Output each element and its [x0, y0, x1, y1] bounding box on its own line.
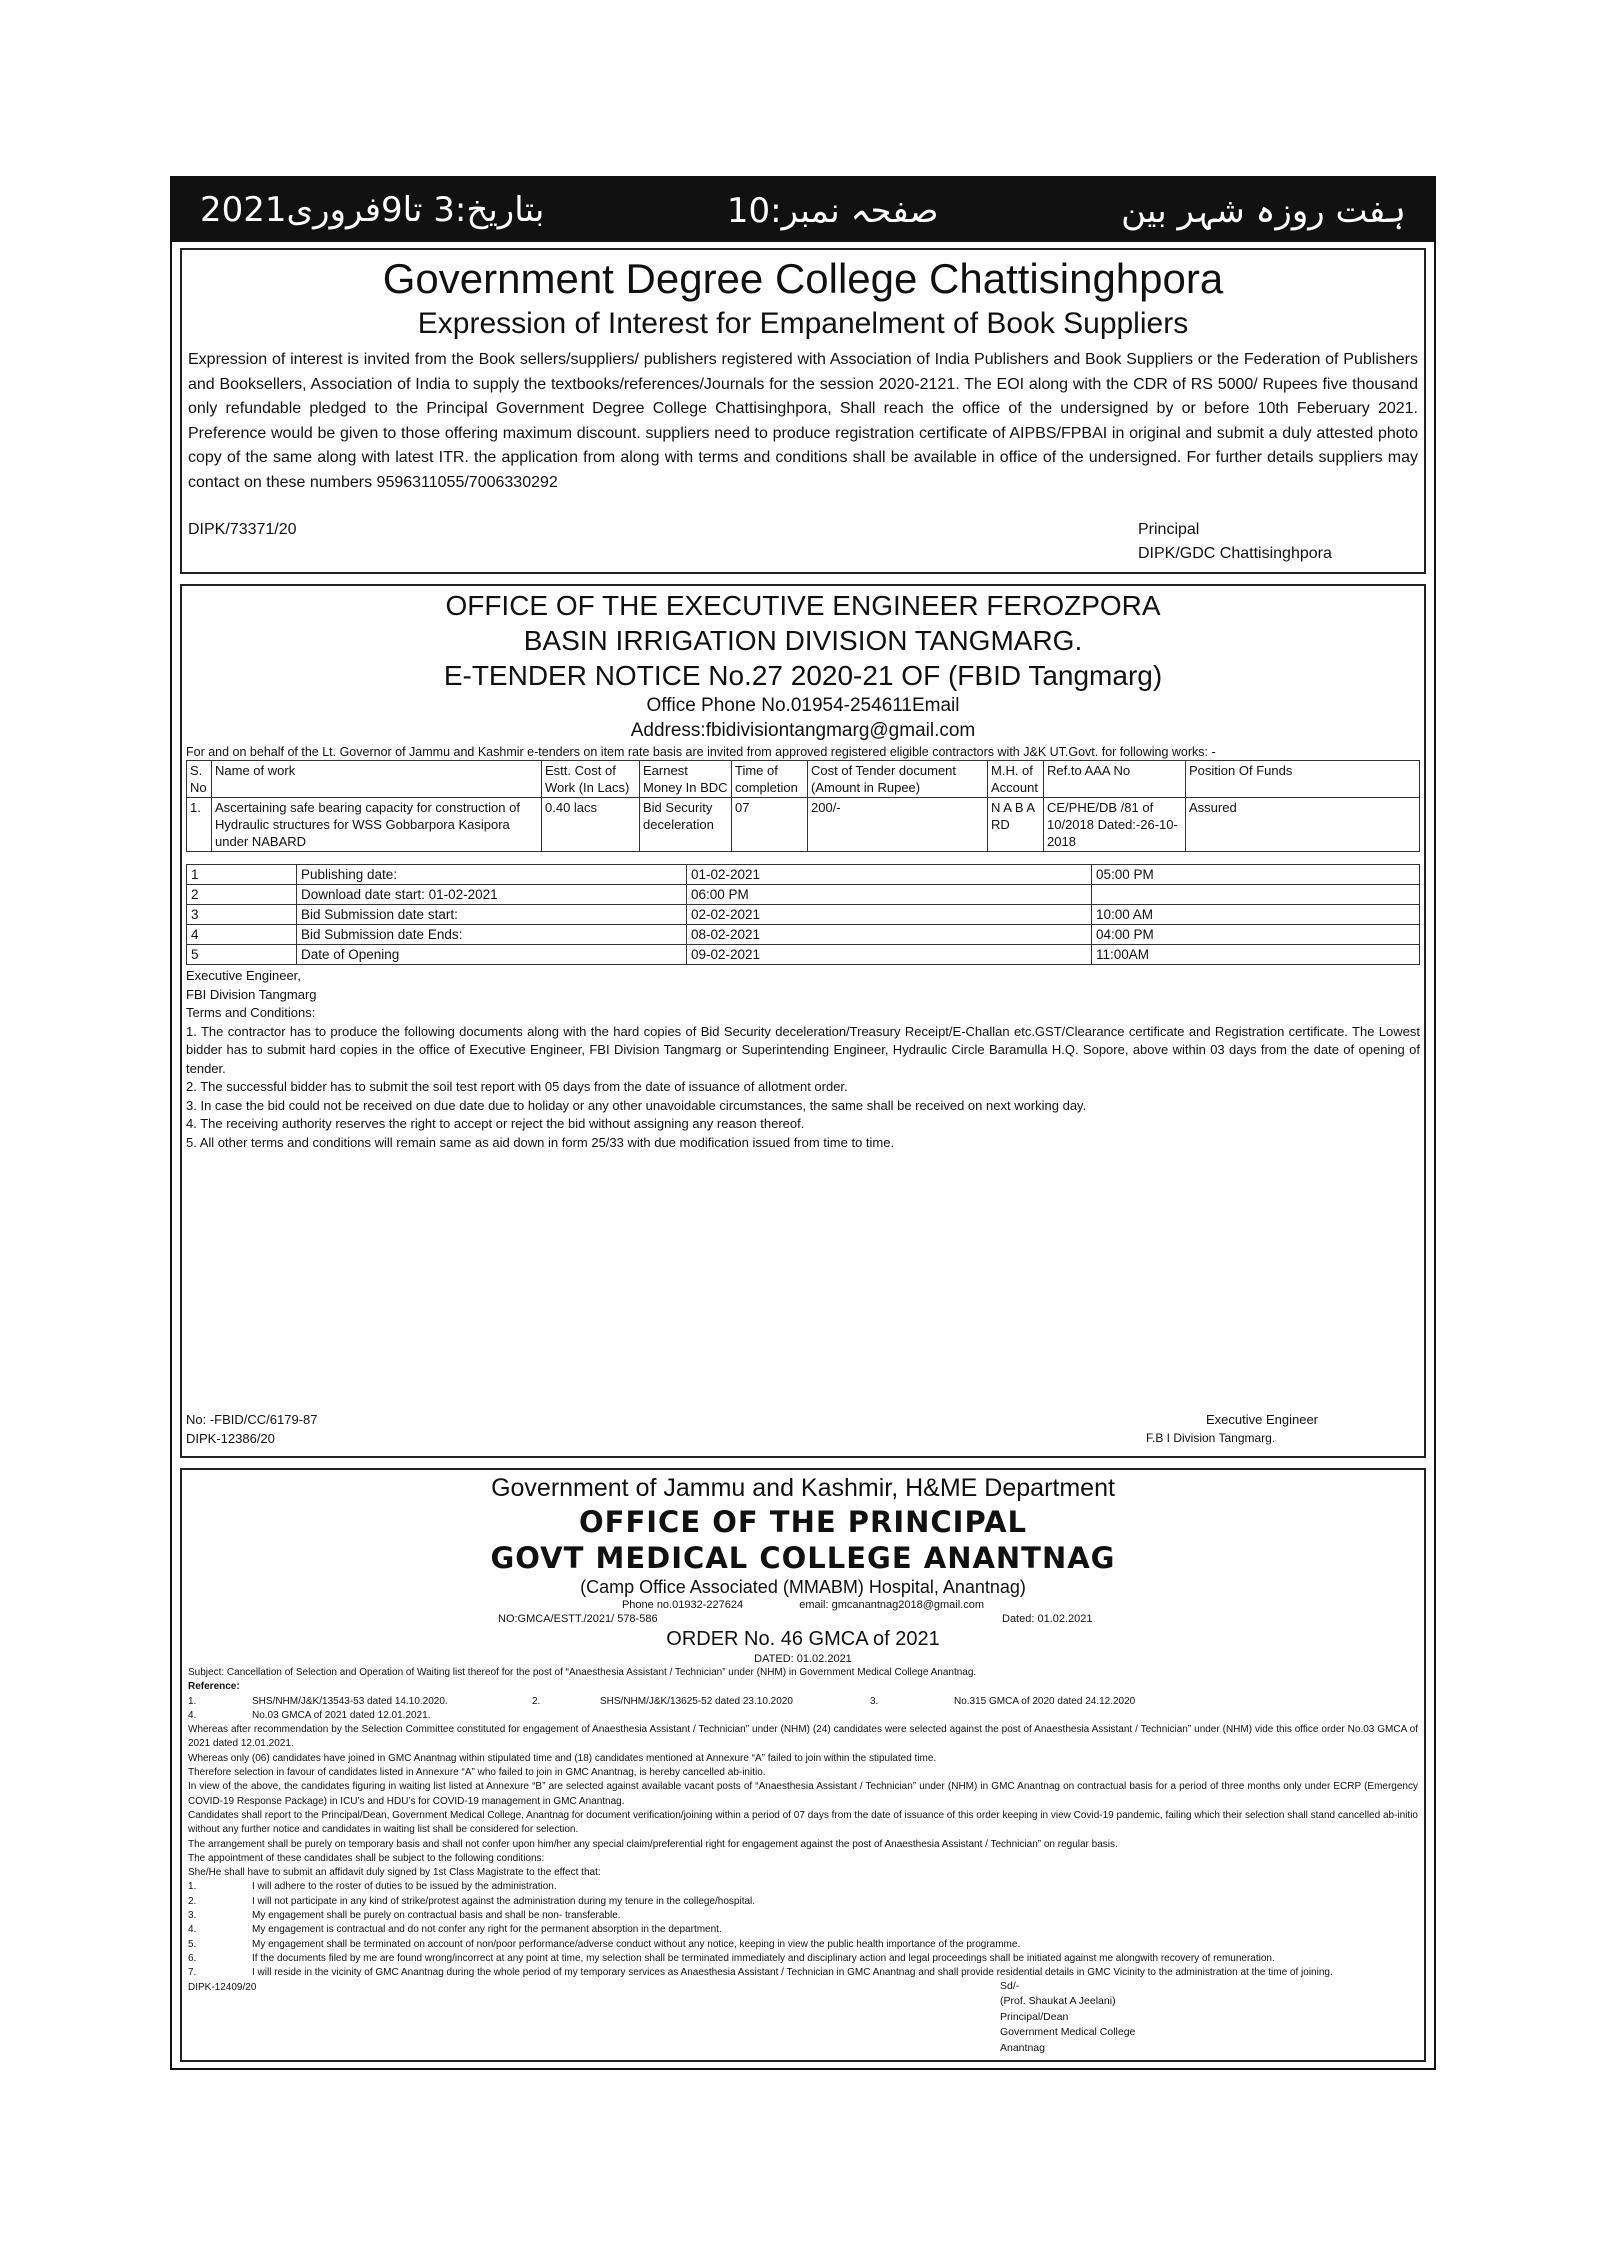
department-heading: Government of Jammu and Kashmir, H&ME Department — [491, 1474, 1115, 1502]
body-line: Terms and Conditions: — [186, 1005, 316, 1020]
tender-heading: E-TENDER NOTICE No.27 2020-21 OF (FBID Tangmarg) — [443, 660, 1163, 691]
order-paragraph: She/He shall have to submit an affidavit duly signed by 1st Class Magistrate to the effect that: — [188, 1867, 601, 1879]
table-cell: Bid Submission date Ends: — [297, 925, 687, 945]
notice-title: Government Degree College Chattisinghpora — [382, 255, 1224, 302]
condition-item: 3. My engagement shall be purely on contractual basis and shall be non- transferable. — [188, 1910, 621, 1922]
signatory-office: F.B I Division Tangmarg. — [1146, 1431, 1276, 1445]
reference-row: 4. No.03 GMCA of 2021 dated 12.01.2021. — [188, 1709, 1418, 1723]
schedule-table — [186, 864, 1420, 965]
header-cell: Cost of Tender document (Amount in Rupee) — [808, 761, 988, 798]
body-line: 2. The successful bidder has to submit the soil test report with 05 days from the date of issuance of allotment order. — [186, 1079, 848, 1094]
body-line: 3. In case the bid could not be received on due date due to holiday or any other unavoidable circumstances, the same shall be received on next working day. — [186, 1097, 1087, 1113]
table-row — [187, 865, 1420, 885]
table-row — [187, 885, 1420, 905]
header-cell: Position Of Funds — [1186, 761, 1420, 798]
newspaper-page — [170, 176, 1436, 2070]
condition-item: 4. My engagement is contractual and do not confer any right for the permanent absorption in the department. — [188, 1924, 722, 1936]
notice-body: Expression of interest is invited from the Book sellers/suppliers/ publishers registered with Association of India Publishers and Book Suppliers or the Federation of Publishers and Booksellers, Association of India to supply the textbooks/references/Journals for the session 2020-2121. The EOI along with the CDR of RS 5000/ Rupees five thousand only refundable pledged to the Principal Government Degree College Chattisinghpora, Shall reach the office of the undersigned by or before 10th Feberuary 2021. Preference would be given to those offering maximum discount. suppliers need to produce registration certificate of AIPBS/FPBAI in original and submit a duly attested photo copy of the same along with latest ITR. the application from along with terms and conditions shall be available in office of the undersigned. For further details suppliers may contact on these numbers 9596311055/7006330292 — [188, 351, 1418, 491]
table-cell: 1 — [187, 865, 297, 885]
table-cell: CE/PHE/DB /81 of 10/2018 Dated:-26-10-2018 — [1044, 798, 1186, 852]
works-table — [186, 760, 1420, 852]
table-cell: 08-02-2021 — [687, 925, 1092, 945]
order-date: DATED: 01.02.2021 — [754, 1653, 852, 1665]
order-paragraph: Whereas after recommendation by the Selection Committee constituted for engagement of Anaesthesia Assistant / Technician” under (NHM) (24) candidates were selected against the post of Anaesthesia Assistant / Technician” under (NHM) vide this office order No.03 GMCA of 2021 dated 12.01.2021. — [188, 1724, 1418, 1750]
signatory-title: Principal — [1138, 521, 1200, 538]
order-ref-no: NO:GMCA/ESTT./2021/ 578-586 — [498, 1613, 658, 1625]
body-line: 4. The receiving authority reserves the right to accept or reject the bid without assigning any reason thereof. — [186, 1116, 805, 1131]
table-cell: Assured — [1186, 798, 1420, 852]
order-paragraph: The appointment of these candidates shall be subject to the following conditions: — [188, 1852, 545, 1864]
table-cell: Bid Submission date start: — [297, 905, 687, 925]
tender-dipk: DIPK-12386/20 — [186, 1431, 275, 1446]
email-text: email: gmcanantnag2018@gmail.com — [799, 1599, 985, 1611]
table-cell: 5 — [187, 945, 297, 965]
header-cell: Ref.to AAA No — [1044, 761, 1186, 798]
table-cell: N A B A RD — [988, 798, 1044, 852]
subject-line: Subject: Cancellation of Selection and Operation of Waiting list thereof for the post of “Anaesthesia Assistant / Technician” under (NHM) in Government Medical College Anantnag. — [188, 1667, 977, 1678]
order-ref-date: Dated: 01.02.2021 — [1002, 1613, 1093, 1625]
order-paragraph: Therefore selection in favour of candidates listed in Annexure “A” who failed to join in GMC Anantnag, is hereby cancelled ab-initio. — [188, 1767, 766, 1779]
table-cell: Bid Security deceleration — [640, 798, 732, 852]
table-cell: 11:00AM — [1092, 945, 1420, 965]
table-cell: 10:00 AM — [1092, 905, 1420, 925]
notice-subtitle: Expression of Interest for Empanelment of Book Suppliers — [417, 307, 1189, 340]
table-cell — [1092, 885, 1420, 905]
tender-footer — [186, 1410, 1420, 1448]
table-cell: 4 — [187, 925, 297, 945]
camp-office: (Camp Office Associated (MMABM) Hospital, Anantnag) — [580, 1577, 1026, 1597]
table-cell: 0.40 lacs — [542, 798, 640, 852]
table-cell: 200/- — [808, 798, 988, 852]
signatory-office: DIPK/GDC Chattisinghpora — [1138, 545, 1332, 562]
office-heading: OFFICE OF THE EXECUTIVE ENGINEER FEROZPORA — [445, 590, 1161, 621]
header-cell: M.H. of Account — [988, 761, 1044, 798]
header-cell: Time of completion — [732, 761, 808, 798]
masthead — [172, 178, 1434, 242]
notice-footer — [188, 518, 1418, 566]
tender-no: No: -FBID/CC/6179-87 — [186, 1412, 318, 1427]
terms-block — [186, 967, 1420, 1152]
signature-block — [1138, 518, 1332, 566]
notice-ref: DIPK/73371/20 — [188, 521, 297, 538]
college-heading: GOVT MEDICAL COLLEGE ANANTNAG — [490, 1541, 1116, 1575]
masthead-page-number: صفحہ نمبر:10 — [726, 190, 939, 231]
medical-college-order — [180, 1468, 1426, 2062]
reference-1: SHS/NHM/J&K/13543-53 dated 14.10.2020. — [252, 1695, 448, 1707]
works-table-header — [187, 761, 1420, 798]
reference-4: No.03 GMCA of 2021 dated 12.01.2021. — [252, 1709, 431, 1721]
phone-text: Phone no.01932-227624 — [621, 1599, 744, 1611]
header-cell: S. No — [187, 761, 212, 798]
order-dipk: DIPK-12409/20 — [188, 1981, 257, 1993]
etender-notice — [180, 584, 1426, 1458]
signature-line: Government Medical College — [1000, 2026, 1136, 2038]
condition-item: 1. I will adhere to the roster of duties to be issued by the administration. — [188, 1881, 557, 1893]
table-row — [187, 925, 1420, 945]
signature-line: Anantnag — [1000, 2041, 1045, 2054]
table-cell: 1. — [187, 798, 212, 852]
table-cell: 06:00 PM — [687, 885, 1092, 905]
table-cell: 09-02-2021 — [687, 945, 1092, 965]
office-heading: OFFICE OF THE PRINCIPAL — [578, 1505, 1027, 1539]
condition-item: 5. My engagement shall be terminated on account of non/poor performance/adverse conduct without any notice, keeping in view the public health importance of the programme. — [188, 1938, 1021, 1950]
order-paragraph: The arrangement shall be purely on temporary basis and shall not confer upon him/her any special claim/preferential right for engagement against the post of Anaesthesia Assistant / Technician” on regular basis. — [188, 1838, 1118, 1850]
body-line: 1. The contractor has to produce the following documents along with the hard copies of Bid Security deceleration/Treasury Receipt/E-Challan etc.GST/Clearance certificate and Registration certificate. The Lowest bidder has to submit hard copies in the office of Executive Engineer, FBI Division Tangmarg or Superintending Engineer, Hydraulic Circle Baramulla H.Q. Sopore, above within 03 days from the date of opening of tender. — [186, 1023, 1420, 1076]
order-body — [188, 1666, 1418, 1995]
body-line: Executive Engineer, — [186, 968, 301, 983]
order-paragraph: Whereas only (06) candidates have joined in GMC Anantnag within stipulated time and (18) candidates mentioned at Annexure “A” failed to join within the stipulated time. — [188, 1752, 937, 1764]
signature-line: Sd/- — [1000, 1979, 1020, 1992]
signature-line: Principal/Dean — [1000, 2010, 1069, 2023]
signature-block — [1000, 1979, 1135, 2057]
table-cell: 07 — [732, 798, 808, 852]
header-cell: Estt. Cost of Work (In Lacs) — [542, 761, 640, 798]
signatory-title: Executive Engineer — [1206, 1412, 1319, 1427]
tender-intro: For and on behalf of the Lt. Governor of Jammu and Kashmir e-tenders on item rate basis are invited from approved registered eligible contractors with J&K UT.Govt. for following works: - — [186, 745, 1216, 759]
table-cell: 02-02-2021 — [687, 905, 1092, 925]
office-address: Address:fbidivisiontangmarg@gmail.com — [630, 720, 976, 741]
reference-3: No.315 GMCA of 2020 dated 24.12.2020 — [954, 1695, 1136, 1707]
order-paragraph: Candidates shall report to the Principal/Dean, Government Medical College, Anantnag for document verification/joining within a period of 07 days from the date of issuance of this order keeping in view Covid-19 pandemic, failing which their selection shall stand cancelled ab-initio without any further notice and candidates in waiting list shall be considered for selection. — [188, 1809, 1418, 1836]
table-cell: Ascertaining safe bearing capacity for construction of Hydraulic structures for WSS Gobbarpora Kasipora under NABARD — [212, 798, 542, 852]
signature-line: (Prof. Shaukat A Jeelani) — [1000, 1995, 1116, 2007]
table-cell: 2 — [187, 885, 297, 905]
degree-college-notice — [180, 248, 1426, 574]
table-cell: Date of Opening — [297, 945, 687, 965]
table-row — [187, 798, 1420, 852]
masthead-paper-name: ہفت روزہ شہر بین — [1121, 190, 1406, 231]
condition-item: 6. If the documents filed by me are found wrong/incorrect at any point at time, my selection shall be terminated immediately and disciplinary action and legal proceedings shall be initiated against me alongwith recovery of remuneration. — [188, 1952, 1275, 1964]
masthead-date: بتاریخ:3 تا9فروری2021 — [200, 190, 545, 230]
reference-label: Reference: — [188, 1681, 240, 1693]
header-cell: Earnest Money In BDC — [640, 761, 732, 798]
table-cell: Publishing date: — [297, 865, 687, 885]
condition-item: 2. I will not participate in any kind of strike/protest against the administration during my tenure in the college/hospital. — [188, 1895, 756, 1907]
condition-item: 7. I will reside in the vicinity of GMC Anantnag during the whole period of my temporary services as Anaesthesia Assistant / Technician in GMC Anantnag and shall provide residential details in GMC Vicinity to the administration at the time of joining. — [188, 1967, 1333, 1979]
contact-line — [182, 1598, 1424, 1612]
table-cell: 05:00 PM — [1092, 865, 1420, 885]
table-cell: 01-02-2021 — [687, 865, 1092, 885]
table-cell: Download date start: 01-02-2021 — [297, 885, 687, 905]
table-row — [187, 905, 1420, 925]
office-phone: Office Phone No.01954-254611Email — [646, 695, 960, 716]
table-cell: 04:00 PM — [1092, 925, 1420, 945]
division-heading: BASIN IRRIGATION DIVISION TANGMARG. — [523, 625, 1083, 656]
table-cell: 3 — [187, 905, 297, 925]
reference-2: SHS/NHM/J&K/13625-52 dated 23.10.2020 — [600, 1695, 793, 1707]
reference-row: 1. SHS/NHM/J&K/13543-53 dated 14.10.2020. 2. SHS/NHM/J&K/13625-52 dated 23.10.2020 3. No.315 GMCA of 2020 dated 24.12.2020 — [188, 1695, 1418, 1709]
order-ref-line — [182, 1612, 1424, 1626]
header-cell: Name of work — [212, 761, 542, 798]
body-line: 5. All other terms and conditions will remain same as aid down in form 25/33 with due modification issued from time to time. — [186, 1134, 895, 1150]
order-paragraph: In view of the above, the candidates figuring in waiting list listed at Annexure “B” are selected against available vacant posts of “Anaesthesia Assistant / Technician” under (NHM) in GMC Anantnag on contractual basis for a period of three months only under ECRP (Emergency COVID-19 Response Package) in ICU’s and HDU’s for COVID-19 management in GMC Anantnag. — [188, 1781, 1418, 1807]
order-number: ORDER No. 46 GMCA of 2021 — [666, 1628, 940, 1650]
body-line: FBI Division Tangmarg — [186, 986, 317, 1002]
table-row — [187, 945, 1420, 965]
